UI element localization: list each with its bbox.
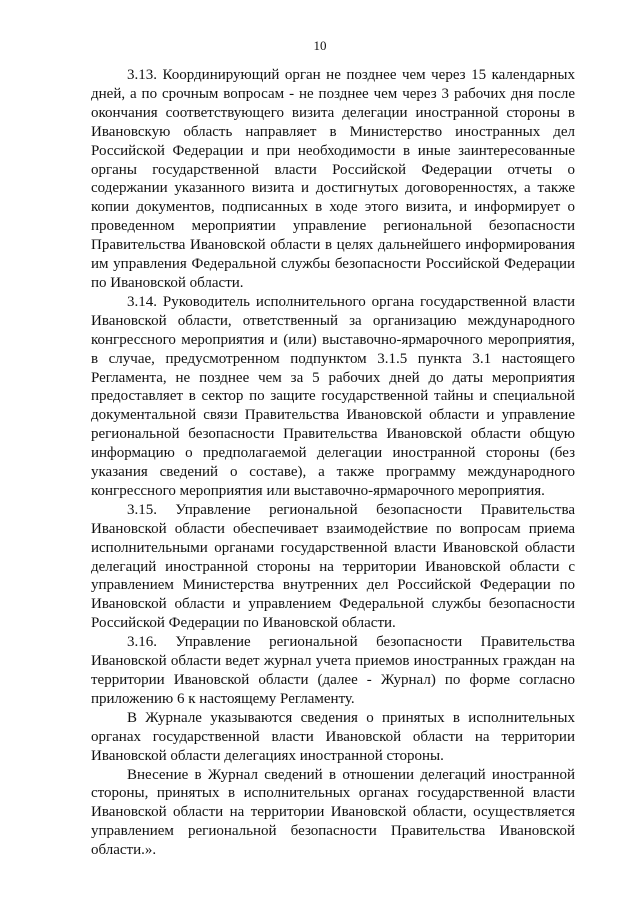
page-number: 10 [313,38,327,53]
paragraph-3-16: 3.16. Управление региональной безопасности Правительства Ивановской области ведет журнал учета приемов иностранных граждан на территории Ивановской области (далее - Журнал) по форме согласно приложению 6 к настоящему Регламенту. [91,634,575,707]
paragraph-3-13: 3.13. Координирующий орган не позднее чем через 15 календарных дней, а по срочным вопросам - не позднее чем через 3 рабочих дня после окончания соответствующего визита делегации иностранной стороны в Ивановскую область направляет в Министерство иностранных дел Российской Федерации и при необходимости в иные заинтересованные органы государственной власти Российской Федерации отчеты о содержании указанного визита и достигнутых договоренностях, а также копии документов, подписанных в ходе этого визита, и информирует о проведенном мероприятии управление региональной безопасности Правительства Ивановской области в целях дальнейшего информирования им управления Федеральной службы безопасности Российской Федерации по Ивановской области. [91,67,575,291]
paragraph-journal-contents: В Журнале указываются сведения о принятых в исполнительных органах государственной власти Ивановской области на территории Ивановской области делегациях иностранной стороны. [91,709,575,764]
paragraph-3-14: 3.14. Руководитель исполнительного органа государственной власти Ивановской области, ответственный за организацию международного конгрессного мероприятия и (или) выставочно-ярмарочного мероприятия, в случае, предусмотренном подпунктом 3.1.5 пункта 3.1 настоящего Регламента, не позднее чем за 5 рабочих дней до даты мероприятия предоставляет в сектор по защите государственной тайны и специальной документальной связи Правительства Ивановской области и управление региональной безопасности Правительства Ивановской области общую информацию о предполагаемой делегации иностранной стороны (без указания сведений о составе), а также программу международного конгрессного мероприятия или выставочно-ярмарочного мероприятия. [91,293,575,499]
paragraph-journal-entry: Внесение в Журнал сведений в отношении делегаций иностранной стороны, принятых в исполнительных органах государственной власти Ивановской области на территории Ивановской области, осуществляется управлением региональной безопасности Правительства Ивановской области.». [91,766,575,859]
document-body [91,66,575,860]
paragraph-3-15: 3.15. Управление региональной безопасности Правительства Ивановской области обеспечивает взаимодействие по вопросам приема исполнительными органами государственной власти Ивановской области делегаций иностранной стороны на территории Ивановской области с управлением Министерства внутренних дел Российской Федерации по Ивановской области и управлением Федеральной службы безопасности Российской Федерации по Ивановской области. [91,501,575,632]
